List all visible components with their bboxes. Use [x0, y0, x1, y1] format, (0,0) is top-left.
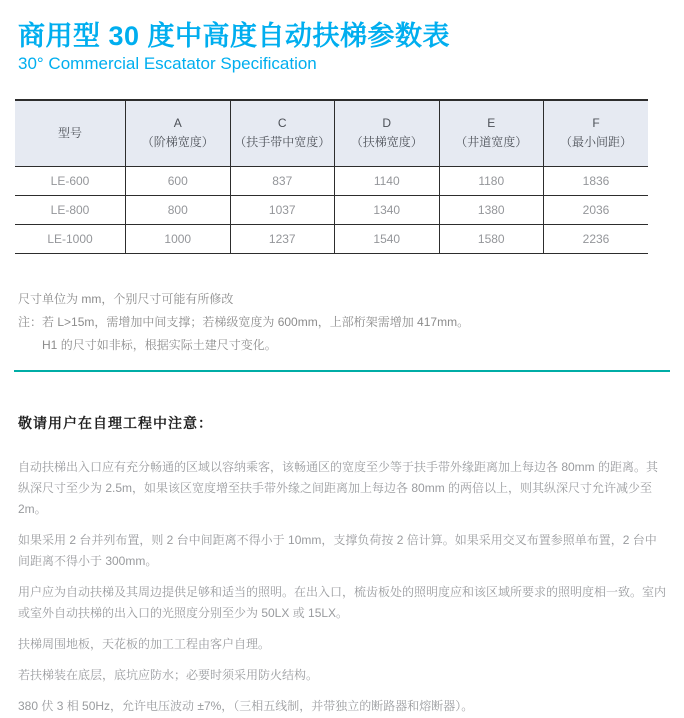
note-label: 注：	[18, 314, 43, 329]
header-label: E	[487, 116, 496, 131]
cell-value-c: 1237	[230, 224, 335, 253]
cell-value-f: 1836	[544, 166, 649, 195]
notes-block	[18, 288, 668, 357]
header-sublabel: （井道宽度）	[455, 135, 528, 150]
header-sublabel: （扶手带中宽度）	[234, 135, 331, 150]
header-cell-a	[126, 100, 231, 167]
spec-table	[15, 99, 648, 254]
page-title: 商用型 30 度中高度自动扶梯参数表	[18, 21, 451, 51]
attention-paragraph: 若扶梯装在底层，底坑应防水；必要时须采用防火结构。	[18, 667, 319, 682]
attention-paragraph: 扶梯周围地板，天花板的加工工程由客户自理。	[18, 636, 271, 651]
table-row	[15, 195, 648, 224]
attention-paragraph: 如果采用 2 台并列布置，则 2 台中间距离不得小于 10mm，支撑负荷按 2 倍计算。如果采用交叉布置参照单布置，2 台中间距离不得小于 300mm。	[18, 532, 657, 568]
header-sublabel: （最小间距）	[559, 135, 632, 150]
cell-value-c: 1037	[230, 195, 335, 224]
cell-model: LE-600	[15, 166, 126, 195]
cell-value-e: 1580	[439, 224, 544, 253]
header-cell-d	[335, 100, 440, 167]
header-label: 型号	[57, 125, 82, 140]
section-divider	[14, 370, 670, 372]
attention-paragraph: 自动扶梯出入口应有充分畅通的区域以容纳乘客，该畅通区的宽度至少等于扶手带外缘距离加上每边各 80mm 的距离。其纵深尺寸至少为 2.5m，如果该区宽度增至扶手带外缘之间距离加上每边各 80mm 的两倍以上，则其纵深尺寸允许减少至 2m。	[18, 459, 659, 516]
page-subtitle: 30° Commercial Escatator Specification	[18, 54, 317, 74]
header-cell-c	[230, 100, 335, 167]
cell-value-f: 2036	[544, 195, 649, 224]
cell-value-a: 800	[126, 195, 231, 224]
header-sublabel: （阶梯宽度）	[141, 135, 214, 150]
header-label: C	[277, 116, 287, 131]
note-content	[42, 311, 469, 357]
header-label: A	[173, 116, 182, 131]
cell-value-d: 1140	[335, 166, 440, 195]
cell-model: LE-1000	[15, 224, 126, 253]
note-line: 若 L>15m，需增加中间支撑；若梯级宽度为 600mm，上部桁架需增加 417mm。	[42, 314, 470, 329]
header-cell-model	[15, 100, 126, 167]
note-line: H1 的尺寸如非标，根据实际土建尺寸变化。	[42, 337, 277, 352]
cell-value-a: 1000	[126, 224, 231, 253]
general-note	[18, 311, 668, 357]
cell-value-e: 1380	[439, 195, 544, 224]
header-label: D	[382, 116, 392, 131]
attention-heading: 敬请用户在自理工程中注意：	[18, 414, 213, 431]
header-cell-e	[439, 100, 544, 167]
unit-note: 尺寸单位为 mm，个别尺寸可能有所修改	[18, 291, 234, 306]
cell-value-c: 837	[230, 166, 335, 195]
header-label: F	[592, 116, 600, 131]
cell-value-d: 1340	[335, 195, 440, 224]
cell-value-a: 600	[126, 166, 231, 195]
cell-model: LE-800	[15, 195, 126, 224]
header-sublabel: （扶梯宽度）	[350, 135, 423, 150]
table-row	[15, 166, 648, 195]
cell-value-e: 1180	[439, 166, 544, 195]
table-row	[15, 224, 648, 253]
cell-value-d: 1540	[335, 224, 440, 253]
header-cell-f	[544, 100, 649, 167]
table-header-row	[15, 100, 648, 167]
cell-value-f: 2236	[544, 224, 649, 253]
attention-body	[18, 457, 668, 717]
attention-paragraph: 380 伏 3 相 50Hz，允许电压波动 ±7%，（三相五线制，并带独立的断路器和熔断器）。	[18, 698, 474, 713]
attention-paragraph: 用户应为自动扶梯及其周边提供足够和适当的照明。在出入口，梳齿板处的照明度应和该区域所要求的照明度相一致。室内或室外自动扶梯的出入口的光照度分别至少为 50LX 或 15LX。	[18, 584, 667, 620]
